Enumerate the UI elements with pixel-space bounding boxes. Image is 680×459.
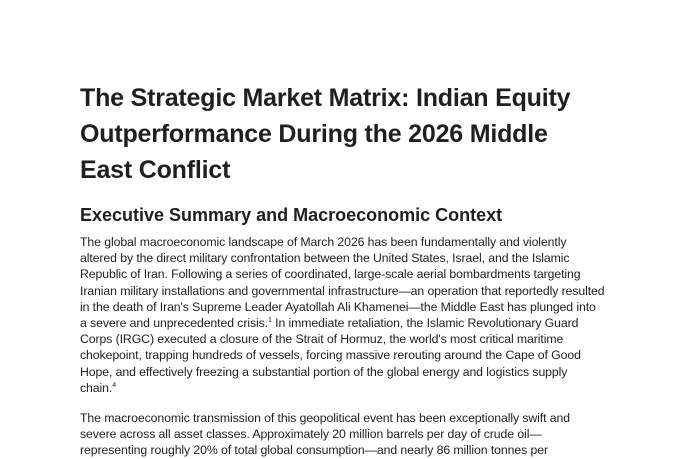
footnote-marker[interactable]: 4 — [112, 381, 117, 389]
paragraph-text: The global macroeconomic landscape of March 2026 has been fundamentally and violently altered by the direct military confrontation between the United States, Israel, and the Islamic Republic of Iran. Following a series of coordinated, large-scale aerial bombardments targeting Iranian military installations and governmental infrastructure—an operation that reportedly resulted in the death of Iran's Supreme Leader Ayatollah Ali Khamenei—the Middle East has plunged into a severe and unprecedented crisis. — [80, 235, 605, 331]
paragraph-executive-summary-1 — [80, 234, 605, 396]
paragraph-text: In immediate retaliation, the Islamic Revolutionary Guard Corps (IRGC) executed a closure of the Strait of Hormuz, the world's most critical maritime chokepoint, trapping hundreds of vessels, forcing massive rerouting around the Cape of Good Hope, and effectively freezing a substantial portion of the global energy and logistics supply chain. — [80, 316, 581, 395]
paragraph-executive-summary-2: The macroeconomic transmission of this geopolitical event has been exceptionally swift and severe across all asset classes. Approximately 20 million barrels per day of crude oil—representing roughly 20% of total global consumption—and nearly 86 million tonnes per — [80, 411, 570, 458]
document-title: The Strategic Market Matrix: Indian Equity Outperformance During the 2026 Middle East Conflict — [80, 84, 571, 184]
section-heading: Executive Summary and Macroeconomic Context — [80, 205, 503, 225]
document-page — [80, 80, 605, 459]
footnote-marker[interactable]: 1 — [268, 317, 272, 325]
